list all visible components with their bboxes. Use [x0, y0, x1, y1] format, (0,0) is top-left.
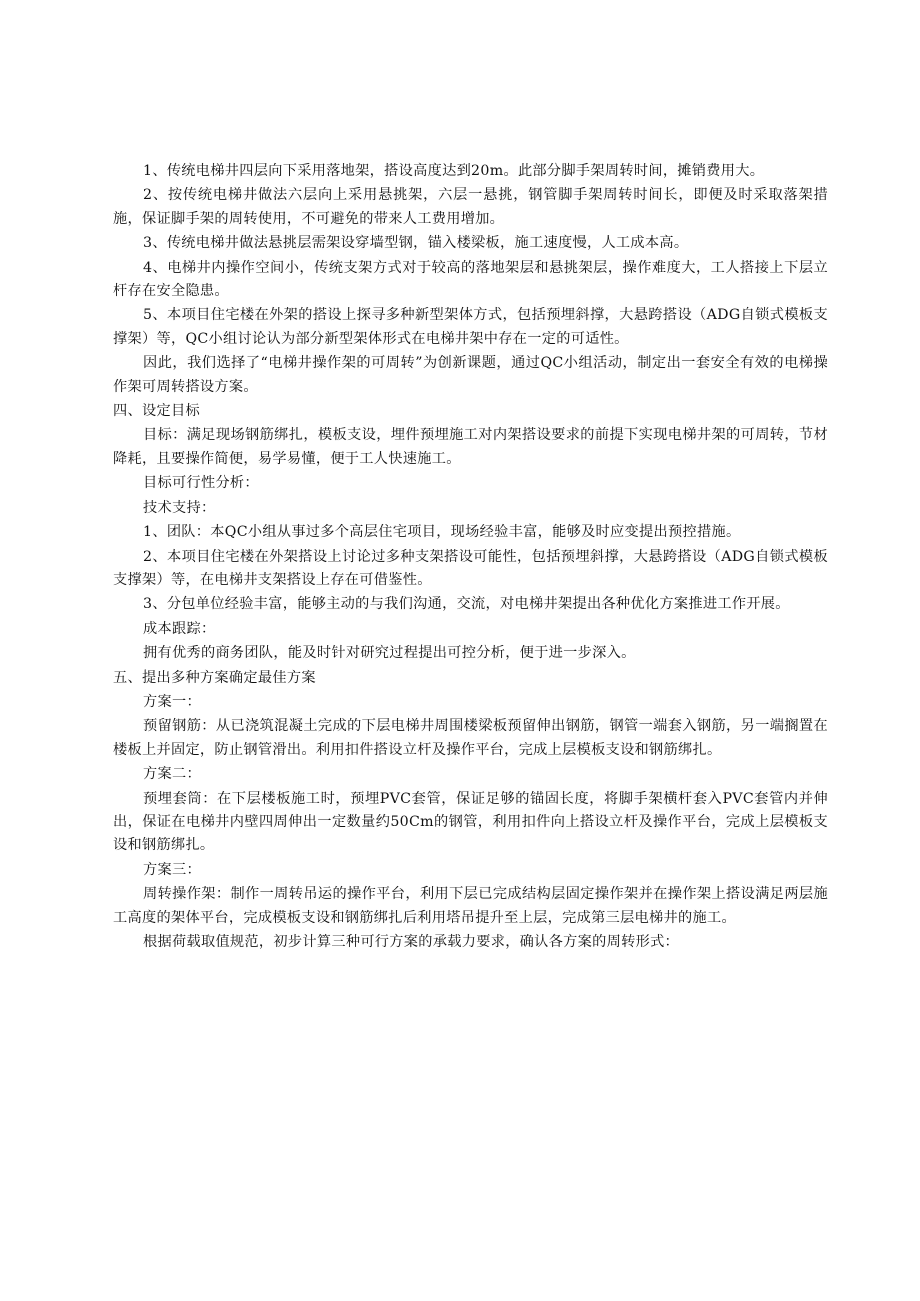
paragraph-2: 2、按传统电梯井做法六层向上采用悬挑架，六层一悬挑，钢管脚手架周转时间长，即便及时采取落架措施，保证脚手架的周转使用，不可避免的带来人工费用增加。 [113, 187, 828, 227]
paragraph-cost-tracking: 成本跟踪： [143, 620, 216, 637]
plan-one-label: 方案一： [143, 693, 201, 710]
paragraph-tech-support: 技术支持： [143, 499, 216, 516]
paragraph-6: 因此，我们选择了“电梯井操作架的可周转”为创新课题，通过QC小组活动，制定出一套安全有效的电梯操作架可周转搭设方案。 [113, 355, 828, 395]
paragraph-5: 5、本项目住宅楼在外架的搭设上探寻多种新型架体方式，包括预埋斜撑，大悬跨搭设（ADG自锁式模板支撑架）等，QC小组讨论认为部分新型架体形式在电梯井架中存在一定的可适性。 [113, 307, 828, 347]
section-heading-5: 五、提出多种方案确定最佳方案 [113, 669, 316, 686]
paragraph-3: 3、传统电梯井做法悬挑层需架设穿墙型钢，锚入楼梁板，施工速度慢，人工成本高。 [143, 235, 689, 252]
paragraph-goal: 目标：满足现场钢筋绑扎，模板支设，埋件预埋施工对内架搭设要求的前提下实现电梯井架的可周转，节材降耗，且要操作简便，易学易懂，便于工人快速施工。 [113, 427, 828, 467]
paragraph-discussion: 2、本项目住宅楼在外架搭设上讨论过多种支架搭设可能性，包括预埋斜撑，大悬跨搭设（ADG自锁式模板支撑架）等，在电梯井支架搭设上存在可借鉴性。 [113, 548, 828, 588]
plan-three-text: 周转操作架：制作一周转吊运的操作平台，利用下层已完成结构层固定操作架并在操作架上搭设满足两层施工高度的架体平台，完成模板支设和钢筋绑扎后利用塔吊提升至上层，完成第三层电梯井的施工。 [113, 886, 828, 926]
paragraph-4: 4、电梯井内操作空间小，传统支架方式对于较高的落地架层和悬挑架层，操作难度大，工人搭接上下层立杆存在安全隐患。 [113, 259, 828, 300]
paragraph-team: 1、团队：本QC小组从事过多个高层住宅项目，现场经验丰富，能够及时应变提出预控措施。 [143, 524, 741, 541]
section-heading-4: 四、设定目标 [113, 403, 200, 420]
paragraph-load-calculation: 根据荷载取值规范，初步计算三种可行方案的承载力要求，确认各方案的周转形式： [143, 934, 680, 950]
plan-three-label: 方案三： [143, 861, 201, 878]
plan-one-text: 预留钢筋：从已浇筑混凝土完成的下层电梯井周围楼梁板预留伸出钢筋，钢管一端套入钢筋，另一端搁置在楼板上并固定，防止钢管滑出。利用扣件搭设立杆及操作平台，完成上层模板支设和钢筋绑扎。 [113, 718, 828, 758]
paragraph-business-team: 拥有优秀的商务团队，能及时针对研究过程提出可控分析，便于进一步深入。 [143, 645, 636, 662]
document-body [113, 160, 828, 954]
plan-two-text: 预埋套筒：在下层楼板施工时，预埋PVC套管，保证足够的锚固长度，将脚手架横杆套入PVC套管内并伸出，保证在电梯井内壁四周伸出一定数量约50Cm的钢管，利用扣件向上搭设立杆及操作平台，完成上层模板支设和钢筋绑扎。 [113, 790, 828, 854]
plan-two-label: 方案二： [143, 766, 201, 783]
paragraph-1: 1、传统电梯井四层向下采用落地架，搭设高度达到20m。此部分脚手架周转时间，摊销费用大。 [143, 163, 765, 179]
paragraph-subcontractor: 3、分包单位经验丰富，能够主动的与我们沟通，交流，对电梯井架提出各种优化方案推进工作开展。 [143, 596, 790, 613]
paragraph-feasibility: 目标可行性分析： [143, 475, 259, 492]
